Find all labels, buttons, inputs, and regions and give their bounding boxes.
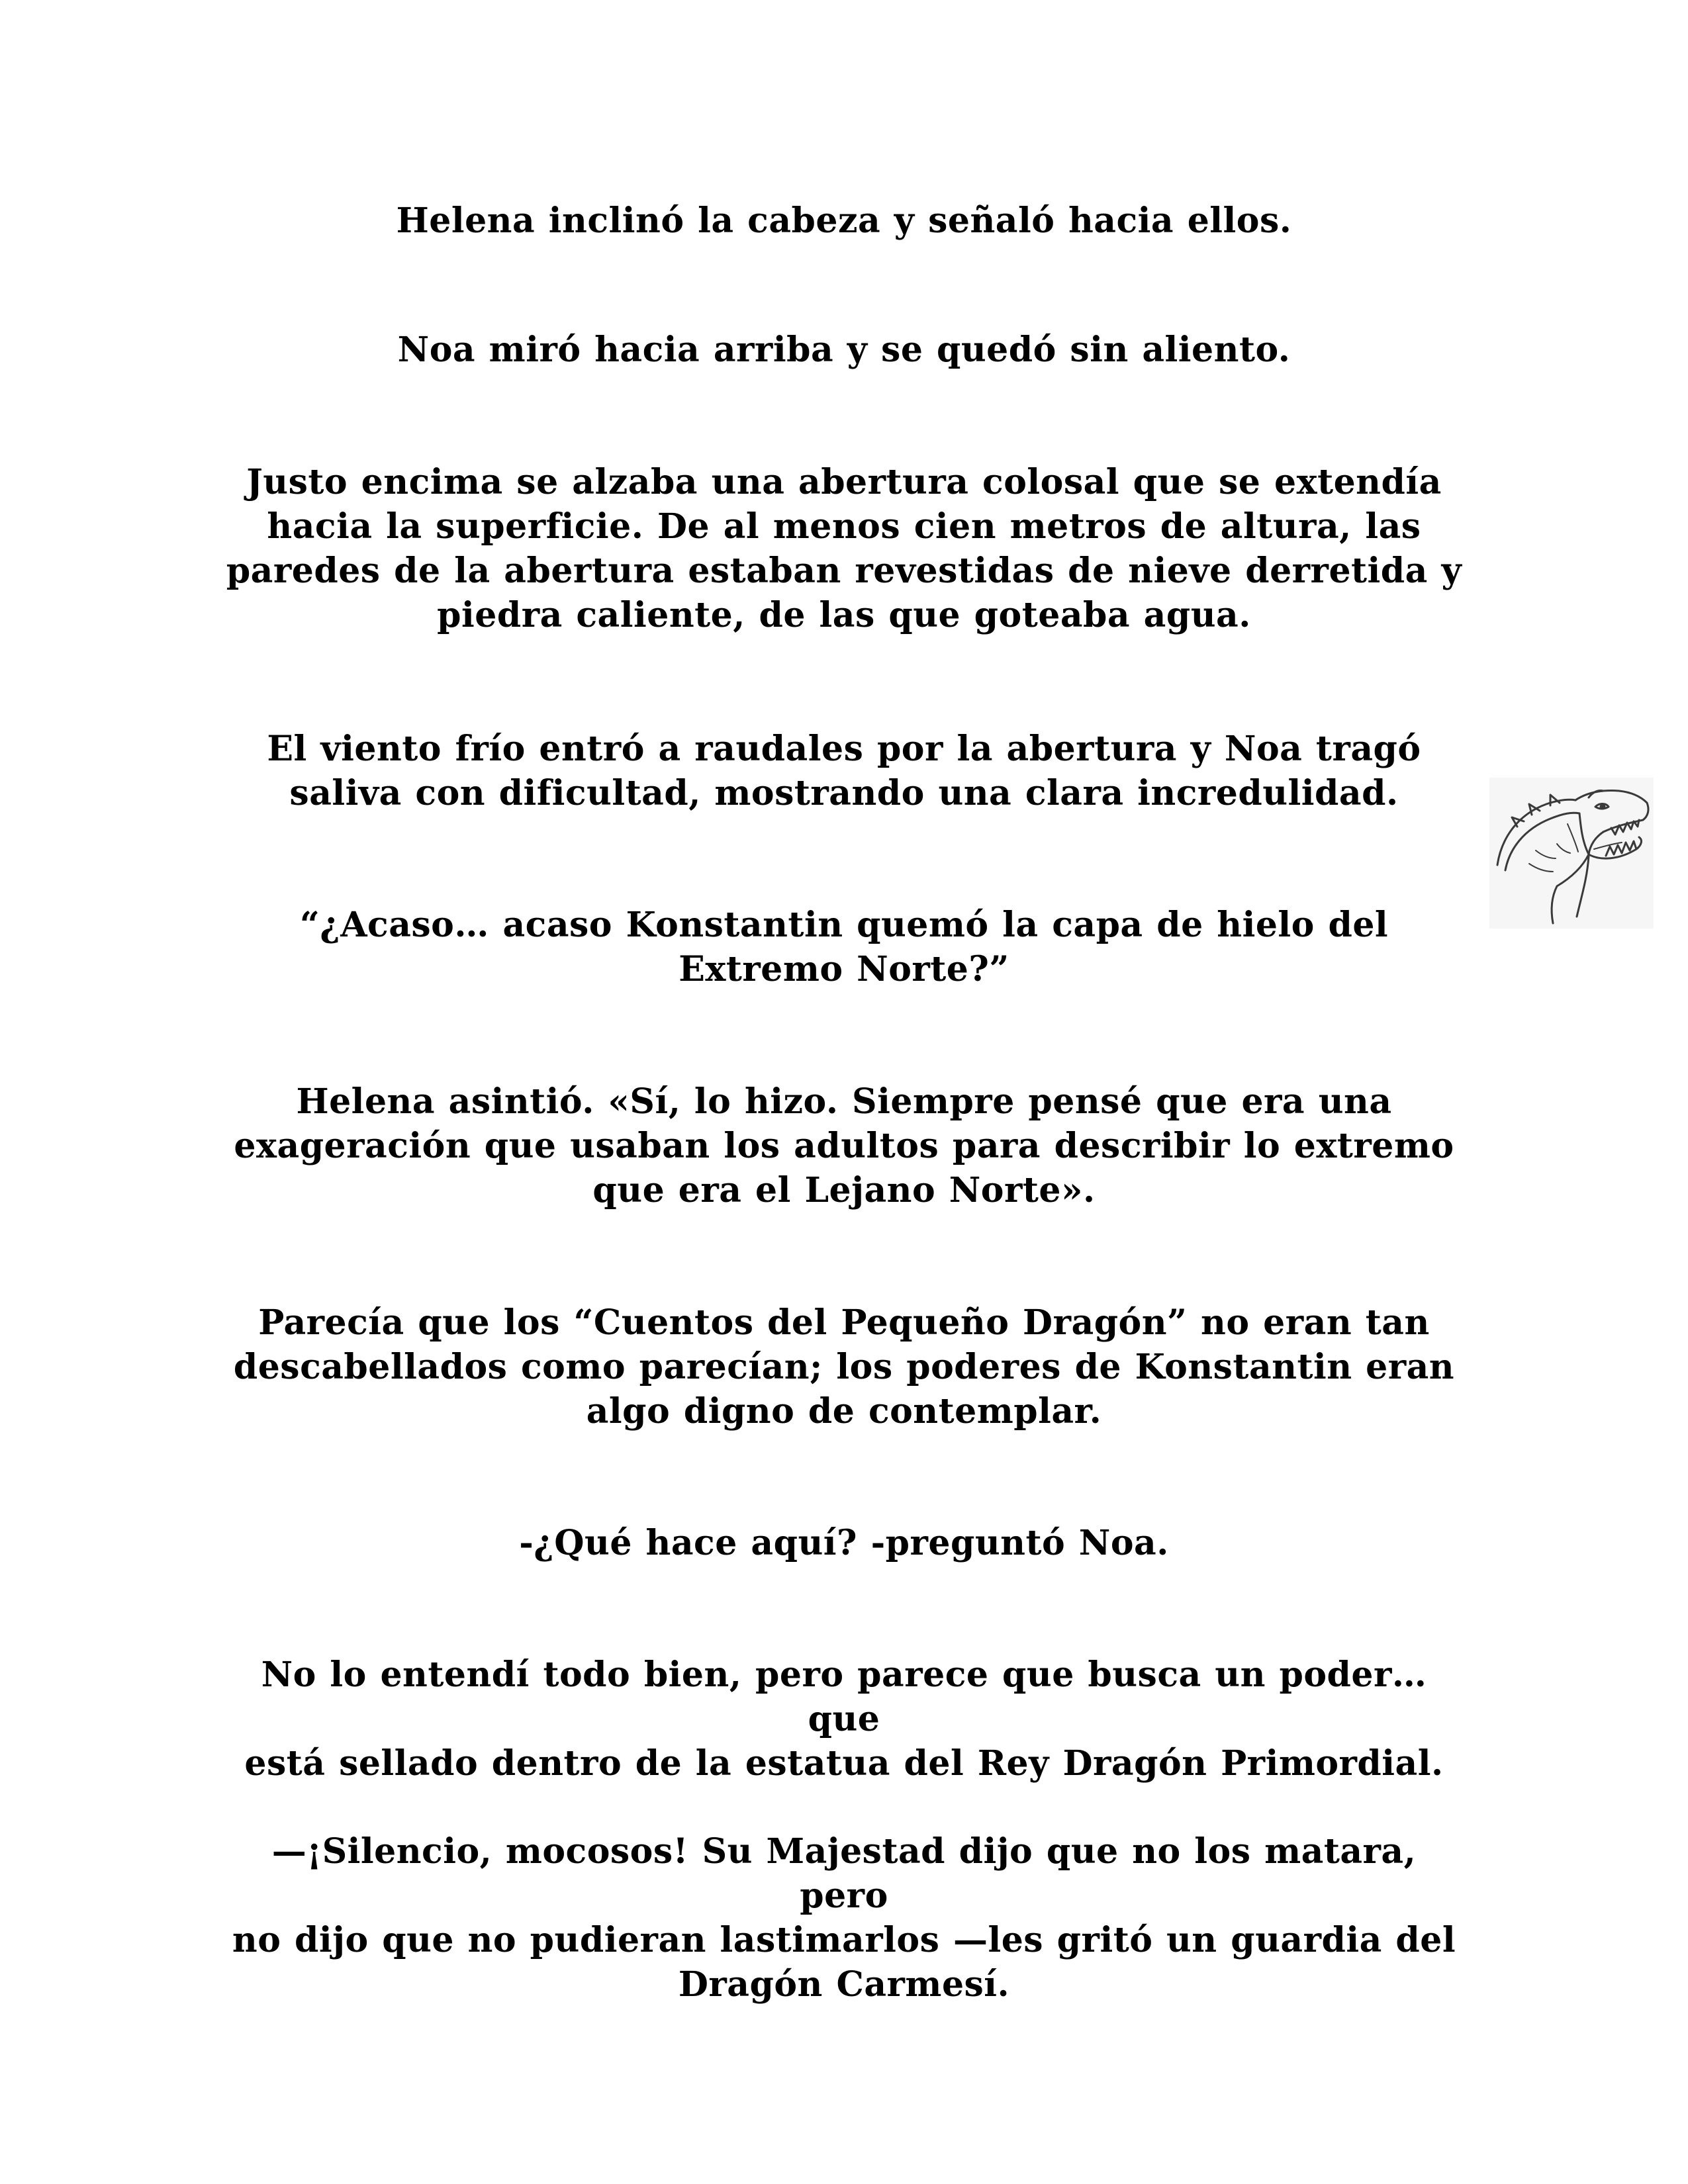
paragraph-line: Justo encima se alzaba una abertura colosal que se extendía xyxy=(246,462,1442,502)
dragon-head-sketch-icon xyxy=(1489,778,1654,929)
paragraph-3 xyxy=(225,460,1463,637)
paragraph-line: saliva con dificultad, mostrando una clara incredulidad. xyxy=(289,773,1399,813)
paragraph-9 xyxy=(225,1653,1463,1786)
paragraph-7 xyxy=(225,1300,1463,1433)
paragraph-line: hacia la superficie. De al menos cien metros de altura, las xyxy=(267,506,1421,547)
paragraph-10 xyxy=(225,1829,1463,2007)
paragraph-line: descabellados como parecían; los poderes de Konstantin eran xyxy=(233,1347,1455,1387)
paragraph-line: El viento frío entró a raudales por la abertura y Noa tragó xyxy=(267,729,1421,769)
paragraph-line: Parecía que los “Cuentos del Pequeño Dragón” no eran tan xyxy=(258,1302,1430,1343)
paragraph-line: que era el Lejano Norte». xyxy=(592,1170,1096,1210)
paragraph-line: Helena inclinó la cabeza y señaló hacia ellos. xyxy=(396,201,1292,241)
paragraph-line: exageración que usaban los adultos para describir lo extremo xyxy=(234,1126,1454,1166)
paragraph-line: “¿Acaso… acaso Konstantin quemó la capa de hielo del xyxy=(299,905,1389,945)
paragraph-8 xyxy=(225,1521,1463,1565)
paragraph-5 xyxy=(225,903,1463,991)
paragraph-line: Helena asintió. «Sí, lo hizo. Siempre pensé que era una xyxy=(296,1081,1392,1122)
paragraph-4 xyxy=(225,727,1463,815)
paragraph-line: Dragón Carmesí. xyxy=(678,1964,1010,2005)
paragraph-2 xyxy=(225,328,1463,372)
paragraph-line: —¡Silencio, mocosos! Su Majestad dijo que no los matara, pero xyxy=(271,1831,1417,1916)
paragraph-line: está sellado dentro de la estatua del Rey Dragón Primordial. xyxy=(244,1743,1444,1784)
paragraph-line: paredes de la abertura estaban revestidas de nieve derretida y xyxy=(226,551,1462,591)
paragraph-line: Noa miró hacia arriba y se quedó sin aliento. xyxy=(397,330,1291,370)
paragraph-line: -¿Qué hace aquí? -preguntó Noa. xyxy=(519,1523,1169,1563)
paragraph-line: piedra caliente, de las que goteaba agua. xyxy=(437,595,1251,635)
paragraph-line: algo digno de contemplar. xyxy=(586,1391,1102,1432)
paragraph-1 xyxy=(225,199,1463,243)
paragraph-6 xyxy=(225,1079,1463,1212)
paragraph-line: no dijo que no pudieran lastimarlos —les gritó un guardia del xyxy=(232,1920,1456,1960)
paragraph-line: No lo entendí todo bien, pero parece que busca un poder… que xyxy=(261,1655,1427,1739)
paragraph-line: Extremo Norte?” xyxy=(679,949,1009,989)
